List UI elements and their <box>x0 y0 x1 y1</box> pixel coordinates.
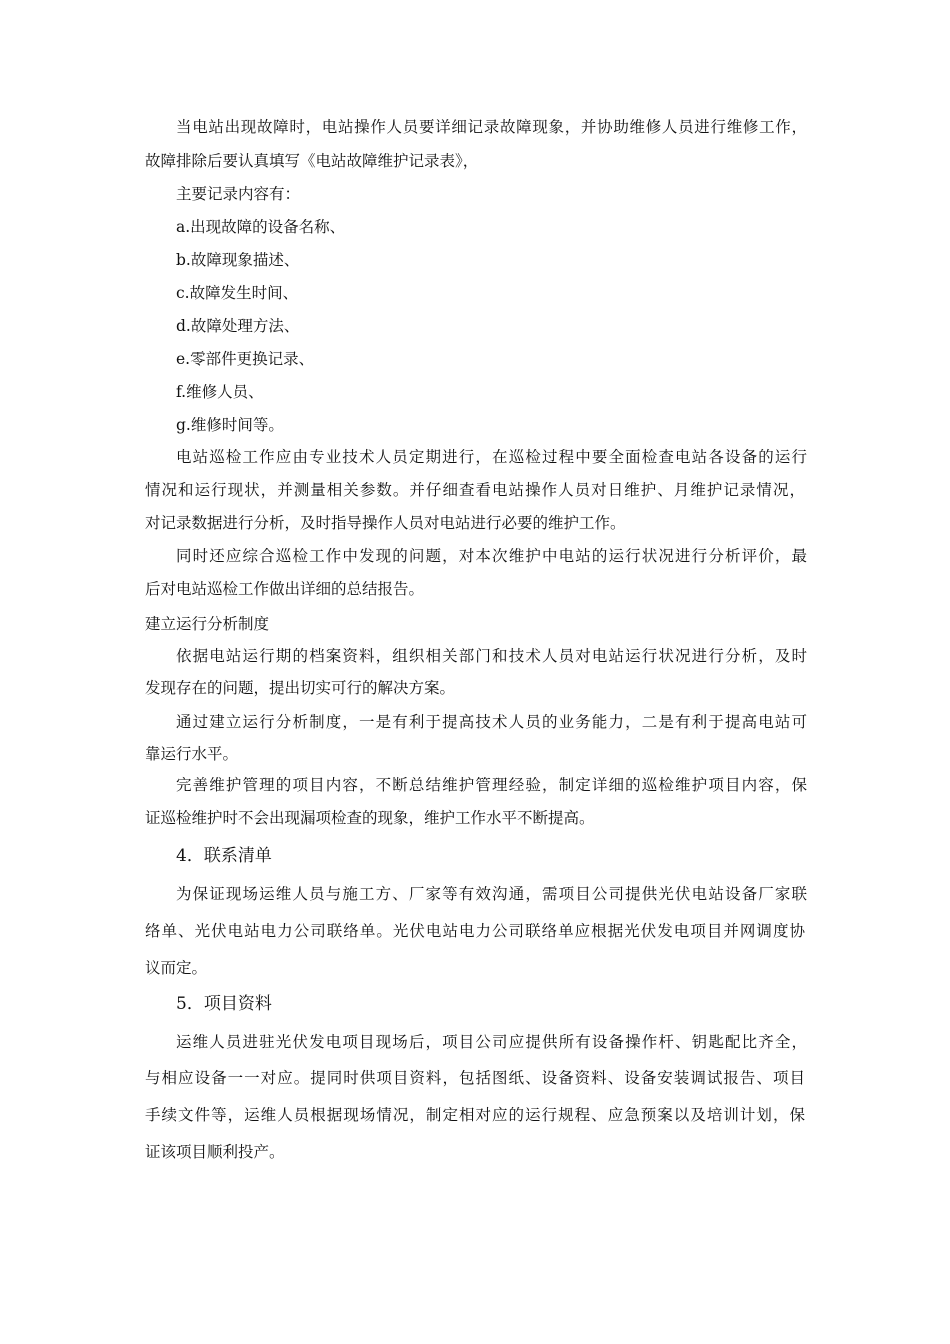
list-item: f.维修人员、 <box>176 383 264 401</box>
paragraph-line: 证巡检维护时不会出现漏项检查的现象，维护工作水平不断提高。 <box>145 809 595 827</box>
paragraph-line: 络单、光伏电站电力公司联络单。光伏电站电力公司联络单应根据光伏发电项目并网调度协 <box>145 922 805 940</box>
paragraph-line: 完善维护管理的项目内容，不断总结维护管理经验，制定详细的巡检维护项目内容，保 <box>176 776 807 794</box>
paragraph-line: 运维人员进驻光伏发电项目现场后，项目公司应提供所有设备操作杆、钥匙配比齐全， <box>176 1033 807 1051</box>
section-title: 建立运行分析制度 <box>145 615 270 633</box>
paragraph-line: 当电站出现故障时，电站操作人员要详细记录故障现象，并协助维修人员进行维修工作， <box>176 118 807 136</box>
list-item: b.故障现象描述、 <box>176 251 300 269</box>
paragraph-line: 证该项目顺利投产。 <box>145 1143 285 1161</box>
paragraph-line: 同时还应综合巡检工作中发现的问题，对本次维护中电站的运行状况进行分析评价，最 <box>176 547 807 565</box>
list-item: a.出现故障的设备名称、 <box>176 218 346 236</box>
paragraph-line: 电站巡检工作应由专业技术人员定期进行，在巡检过程中要全面检查电站各设备的运行 <box>176 448 807 466</box>
paragraph-line: 后对电站巡检工作做出详细的总结报告。 <box>145 580 425 598</box>
paragraph-line: 对记录数据进行分析，及时指导操作人员对电站进行必要的维护工作。 <box>145 514 626 532</box>
list-item: g.维修时间等。 <box>176 416 284 434</box>
paragraph-line: 情况和运行现状，并测量相关参数。并仔细查看电站操作人员对日维护、月维护记录情况， <box>145 481 805 499</box>
list-item: d.故障处理方法、 <box>176 317 300 335</box>
paragraph-line: 通过建立运行分析制度，一是有利于提高技术人员的业务能力，二是有利于提高电站可 <box>176 713 807 731</box>
paragraph-line: 为保证现场运维人员与施工方、厂家等有效沟通，需项目公司提供光伏电站设备厂家联 <box>176 885 807 903</box>
paragraph-line: 依据电站运行期的档案资料，组织相关部门和技术人员对电站运行状况进行分析，及时 <box>176 647 807 665</box>
list-item: e.零部件更换记录、 <box>176 350 315 368</box>
paragraph-line: 与相应设备一一对应。提同时供项目资料，包括图纸、设备资料、设备安装调试报告、项目 <box>145 1069 805 1087</box>
section-heading: 5．项目资料 <box>176 994 272 1014</box>
paragraph-line: 手续文件等，运维人员根据现场情况，制定相对应的运行规程、应急预案以及培训计划，保 <box>145 1106 805 1124</box>
paragraph-line: 发现存在的问题，提出切实可行的解决方案。 <box>145 679 456 697</box>
list-item: c.故障发生时间、 <box>176 284 299 302</box>
section-heading: 4．联系清单 <box>176 846 272 866</box>
paragraph-line: 议而定。 <box>145 959 208 977</box>
paragraph-line: 故障排除后要认真填写《电站故障维护记录表》， <box>145 152 479 170</box>
records-intro: 主要记录内容有： <box>176 185 301 203</box>
paragraph-line: 靠运行水平。 <box>145 745 239 763</box>
